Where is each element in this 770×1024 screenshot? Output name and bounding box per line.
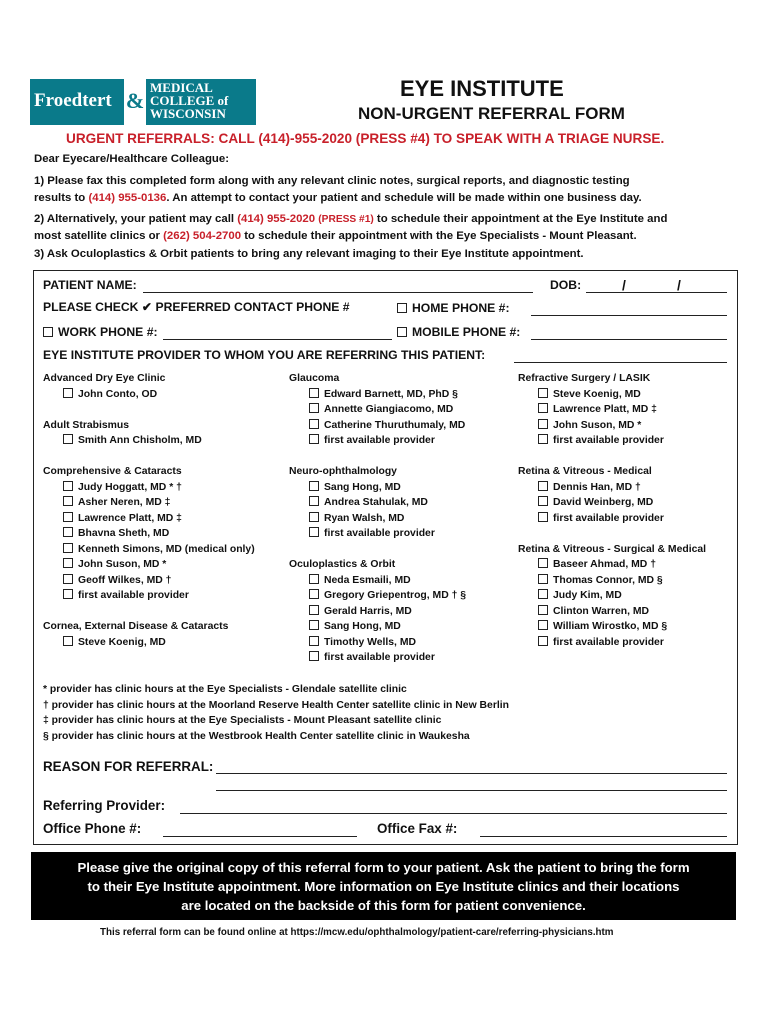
provider-checkbox[interactable] [309,651,319,661]
provider-option[interactable] [518,433,706,449]
provider-option[interactable] [43,495,255,511]
provider-option[interactable] [289,635,466,651]
provider-name: Annette Giangiacomo, MD [324,404,454,415]
provider-checkbox[interactable] [538,388,548,398]
provider-checkbox[interactable] [63,481,73,491]
provider-checkbox[interactable] [309,512,319,522]
provider-option[interactable] [518,588,706,604]
provider-name: Geoff Wilkes, MD † [78,574,172,586]
provider-option[interactable] [518,604,706,620]
provider-checkbox[interactable] [63,636,73,646]
provider-checkbox[interactable] [309,574,319,584]
provider-checkbox[interactable] [63,512,73,522]
specialty-heading: Comprehensive & Cataracts [43,466,182,477]
provider-option[interactable] [289,619,466,635]
provider-option[interactable] [289,418,466,434]
patient-name-field[interactable] [143,292,533,293]
provider-checkbox[interactable] [309,419,319,429]
greeting: Dear Eyecare/Healthcare Colleague: [34,153,230,165]
provider-checkbox[interactable] [538,496,548,506]
instruction-1b: results to (414) 955-0136. An attempt to contact your patient and schedule will be made within one business day. [34,192,642,204]
specialty-heading: Advanced Dry Eye Clinic [43,373,166,384]
provider-option[interactable] [518,480,706,496]
provider-option[interactable] [43,480,255,496]
provider-name: Lawrence Platt, MD ‡ [78,512,182,524]
provider-option[interactable] [289,495,466,511]
provider-name: Asher Neren, MD ‡ [78,497,171,508]
urgent-notice: URGENT REFERRALS: CALL (414)-955-2020 (PRESS #4) TO SPEAK WITH A TRIAGE NURSE. [66,131,665,146]
provider-name: Catherine Thuruthumaly, MD [324,419,466,431]
provider-name: first available provider [324,528,435,539]
provider-checkbox[interactable] [538,574,548,584]
provider-name: first available provider [553,435,664,446]
provider-option[interactable] [43,511,255,527]
footnote: † provider has clinic hours at the Moorland Reserve Health Center satellite clinic in New Berlin [43,699,509,711]
provider-name: Judy Kim, MD [553,590,622,601]
instruction-1a: 1) Please fax this completed form along with any relevant clinic notes, surgical reports, and diagnostic testing [34,175,630,187]
provider-name: John Conto, OD [78,388,158,400]
provider-field[interactable] [514,362,727,363]
home-phone-field[interactable] [531,315,727,316]
specialty-heading: Refractive Surgery / LASIK [518,373,651,384]
specialty-heading: Retina & Vitreous - Medical [518,466,652,477]
reason-label: REASON FOR REFERRAL: [43,759,214,774]
section-gap [289,449,466,465]
provider-name: Baseer Ahmad, MD † [553,559,656,570]
provider-name: Gerald Harris, MD [324,605,412,617]
provider-checkbox[interactable] [309,481,319,491]
provider-option[interactable] [289,402,466,418]
provider-checkbox[interactable] [538,403,548,413]
specialty-heading: Cornea, External Disease & Cataracts [43,621,229,632]
provider-checkbox[interactable] [309,605,319,615]
footnotes [43,682,509,744]
work-phone-option[interactable]: WORK PHONE #: [43,325,158,339]
provider-name: first available provider [553,636,664,648]
office-fax-label: Office Fax #: [377,821,458,836]
logo-mcw: MEDICAL COLLEGE of WISCONSIN [146,79,256,125]
provider-option[interactable] [43,635,255,651]
provider-checkbox[interactable] [63,589,73,599]
provider-checkbox[interactable] [309,636,319,646]
provider-option[interactable] [518,387,706,403]
referring-provider-label: Referring Provider: [43,798,166,813]
provider-checkbox[interactable] [63,496,73,506]
work-phone-field[interactable] [163,339,392,340]
provider-name: first available provider [78,590,189,601]
provider-checkbox[interactable] [63,543,73,553]
provider-name: Neda Esmaili, MD [324,574,411,586]
provider-option[interactable] [289,387,466,403]
provider-checkbox[interactable] [538,558,548,568]
footnote: ‡ provider has clinic hours at the Eye Specialists - Mount Pleasant satellite clinic [43,715,442,726]
provider-column-1 [43,371,255,650]
provider-name: Steve Koenig, MD [553,388,641,400]
provider-checkbox[interactable] [309,496,319,506]
provider-option[interactable] [289,480,466,496]
provider-checkbox[interactable] [538,605,548,615]
work-phone-checkbox[interactable] [43,327,53,337]
provider-checkbox[interactable] [309,434,319,444]
provider-name: Clinton Warren, MD [553,605,650,617]
dob-label: DOB: [550,278,582,292]
mobile-phone-field[interactable] [531,339,727,340]
logo-ampersand: & [124,79,146,125]
provider-option[interactable] [518,418,706,434]
page-title: EYE INSTITUTE [400,76,564,101]
provider-option[interactable] [43,542,255,558]
office-phone-field[interactable] [163,836,357,837]
provider-checkbox[interactable] [538,589,548,599]
provider-option[interactable] [43,557,255,573]
provider-checkbox[interactable] [538,620,548,630]
provider-name: first available provider [553,512,664,524]
provider-option[interactable] [518,619,706,635]
section-gap [43,402,255,418]
provider-option[interactable] [289,433,466,449]
provider-checkbox[interactable] [309,620,319,630]
provider-checkbox[interactable] [63,558,73,568]
provider-name: Thomas Connor, MD § [553,574,663,586]
instruction-2a: 2) Alternatively, your patient may call (414) 955-2020 (PRESS #1) to schedule their appointment at the Eye Institute and [34,213,668,225]
provider-checkbox[interactable] [63,434,73,444]
provider-option[interactable] [518,557,706,573]
provider-checkbox[interactable] [538,481,548,491]
eye-institute-phone: (414) 955-2020 [237,213,316,225]
specialty-heading: Adult Strabismus [43,419,130,431]
provider-name: Timothy Wells, MD [324,636,416,648]
page-subtitle: NON-URGENT REFERRAL FORM [358,104,625,123]
provider-option[interactable] [289,604,466,620]
referring-provider-field[interactable] [180,813,727,814]
provider-name: Kenneth Simons, MD (medical only) [78,543,255,555]
provider-checkbox[interactable] [309,589,319,599]
provider-checkbox[interactable] [538,434,548,444]
home-phone-checkbox[interactable] [397,303,407,313]
provider-option[interactable] [289,573,466,589]
home-phone-option[interactable]: HOME PHONE #: [397,301,510,315]
provider-column-2 [289,371,466,666]
provider-name: Edward Barnett, MD, PhD § [324,388,458,400]
section-gap [518,526,706,542]
fax-number: (414) 955-0136 [88,192,167,204]
provider-name: first available provider [324,652,435,663]
provider-option[interactable] [518,573,706,589]
provider-option[interactable] [43,588,255,604]
dob-field[interactable] [586,292,727,293]
provider-name: Gregory Griepentrog, MD † § [324,590,467,601]
provider-checkbox[interactable] [309,388,319,398]
provider-name: first available provider [324,435,435,446]
provider-checkbox[interactable] [538,419,548,429]
provider-checkbox[interactable] [309,527,319,537]
provider-option[interactable] [289,511,466,527]
instruction-3: 3) Ask Oculoplastics & Orbit patients to bring any relevant imaging to their Eye Institute appointment. [34,248,584,260]
provider-name: Sang Hong, MD [324,621,401,632]
specialty-heading: Neuro-ophthalmology [289,466,397,477]
provider-name: Ryan Walsh, MD [324,512,405,524]
provider-name: William Wirostko, MD § [553,621,668,632]
office-fax-field[interactable] [480,836,727,837]
provider-name: Bhavna Sheth, MD [78,528,170,539]
provider-checkbox[interactable] [538,512,548,522]
provider-checkbox[interactable] [63,574,73,584]
provider-option[interactable] [43,433,255,449]
footnote: * provider has clinic hours at the Eye Specialists - Glendale satellite clinic [43,684,407,695]
reason-field-line-2[interactable] [216,790,727,791]
provider-option[interactable] [289,526,466,542]
reason-field-line-1[interactable] [216,773,727,774]
patient-instructions-banner: Please give the original copy of this referral form to your patient. Ask the patient to bring the form to their Eye Institute appointment. More information on Eye Institute clinics and their locations are located on the backside of this form for patient convenience. [31,852,736,920]
mobile-phone-checkbox[interactable] [397,327,407,337]
section-gap [43,604,255,620]
provider-name: Judy Hoggatt, MD * † [78,481,182,493]
provider-column-3 [518,371,706,650]
provider-option[interactable] [43,387,255,403]
footer-url-text: This referral form can be found online at https://mcw.edu/ophthalmology/patient-care/referring-physicians.htm [100,927,614,938]
logo-froedtert: Froedtert [30,79,124,125]
provider-name: Dennis Han, MD † [553,481,641,493]
provider-option[interactable] [43,526,255,542]
provider-checkbox[interactable] [63,388,73,398]
provider-option[interactable] [518,402,706,418]
instruction-2b: most satellite clinics or (262) 504-2700 to schedule their appointment with the Eye Specialists - Mount Pleasant. [34,230,637,242]
provider-checkbox[interactable] [309,403,319,413]
provider-name: David Weinberg, MD [553,497,654,508]
provider-checkbox[interactable] [63,527,73,537]
provider-name: Steve Koenig, MD [78,636,166,648]
provider-checkbox[interactable] [538,636,548,646]
provider-name: John Suson, MD * [553,419,642,431]
provider-option[interactable] [43,573,255,589]
specialty-heading: Retina & Vitreous - Surgical & Medical [518,543,707,555]
mobile-phone-option[interactable]: MOBILE PHONE #: [397,325,520,339]
provider-label: EYE INSTITUTE PROVIDER TO WHOM YOU ARE REFERRING THIS PATIENT: [43,348,486,362]
provider-option[interactable] [289,650,466,666]
section-gap [43,449,255,465]
provider-option[interactable] [289,588,466,604]
provider-name: John Suson, MD * [78,559,167,570]
preferred-phone-label: PLEASE CHECK ✔ PREFERRED CONTACT PHONE # [43,300,350,314]
section-gap [289,542,466,558]
provider-name: Sang Hong, MD [324,481,401,493]
provider-name: Smith Ann Chisholm, MD [78,435,202,446]
provider-name: Andrea Stahulak, MD [324,497,428,508]
specialty-heading: Oculoplastics & Orbit [289,559,396,570]
provider-name: Lawrence Platt, MD ‡ [553,404,657,415]
provider-option[interactable] [518,511,706,527]
specialty-heading: Glaucoma [289,373,340,384]
footnote: § provider has clinic hours at the Westbrook Health Center satellite clinic in Waukesha [43,730,470,742]
provider-option[interactable] [518,495,706,511]
institution-logo [30,79,256,125]
patient-name-label: PATIENT NAME: [43,278,137,292]
provider-option[interactable] [518,635,706,651]
section-gap [518,449,706,465]
satellite-phone: (262) 504-2700 [163,230,242,242]
office-phone-label: Office Phone #: [43,821,142,836]
